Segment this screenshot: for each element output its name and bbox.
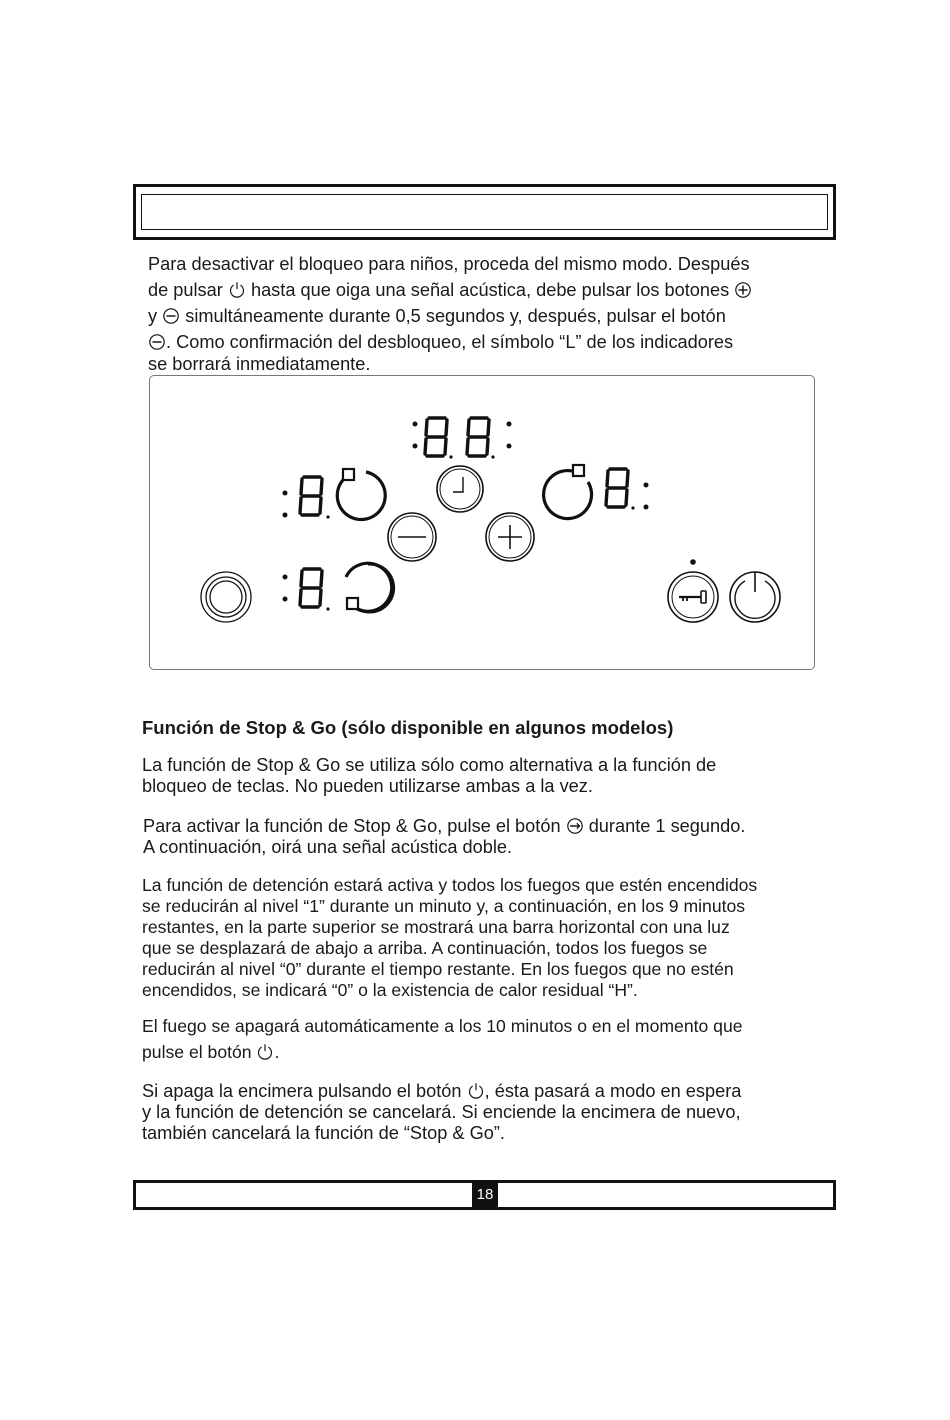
power-icon <box>228 281 246 299</box>
power-icon <box>467 1082 485 1100</box>
stop-go-p3-line-2: se reducirán al nivel “1” durante un minuto y, a continuación, en los 9 minutos <box>142 896 746 916</box>
zone-display-right <box>606 469 649 510</box>
stop-go-p4-line-2b: . <box>274 1042 280 1062</box>
stop-go-p4-line-2 <box>142 1042 852 1063</box>
page-number: 18 <box>472 1182 498 1208</box>
timer-button[interactable] <box>437 466 483 512</box>
stop-go-p3-line-6: encendidos, se indicará “0” o la existencia de calor residual “H”. <box>142 980 638 1000</box>
stop-go-p2-line-1 <box>143 816 843 837</box>
stop-go-p5-line-1a: Si apaga la encimera pulsando el botón <box>142 1081 462 1101</box>
stop-go-p2-line-2: A continuación, oirá una señal acústica doble. <box>143 837 513 857</box>
zone-display-left-bottom <box>283 569 330 611</box>
stop-go-p4-line-2a: pulse el botón <box>142 1042 252 1062</box>
stop-go-p1-line-2: bloqueo de teclas. No pueden utilizarse ambas a la vez. <box>142 776 593 796</box>
unlock-paragraph <box>148 254 838 375</box>
plus-button[interactable] <box>486 513 534 561</box>
unlock-line-2 <box>148 280 838 306</box>
unlock-line-2a: de pulsar <box>148 280 223 300</box>
key-lock-button[interactable] <box>668 559 718 622</box>
stop-go-paragraph-1 <box>142 755 842 797</box>
stop-go-paragraph-5 <box>142 1081 852 1144</box>
zone-display-left-top <box>283 477 330 519</box>
stop-go-p5-line-1b: , ésta pasará a modo en espera <box>484 1081 742 1101</box>
section-header-frame <box>133 184 836 240</box>
timer-display <box>413 418 512 459</box>
stop-go-icon <box>566 817 584 835</box>
stop-go-p3-line-5: reducirán al nivel “0” durante el tiempo restante. En los fuegos que no estén <box>142 959 734 979</box>
minus-button[interactable] <box>388 513 436 561</box>
unlock-line-3b: simultáneamente durante 0,5 segundos y, después, pulsar el botón <box>185 306 726 326</box>
footer-bar <box>133 1180 836 1210</box>
power-button[interactable] <box>730 572 780 622</box>
stop-go-p5-line-3: también cancelará la función de “Stop & Go”. <box>142 1123 505 1143</box>
minus-icon <box>148 333 166 351</box>
unlock-line-2b: hasta que oiga una señal acústica, debe pulsar los botones <box>250 280 730 300</box>
section-header-inner-frame <box>141 194 828 230</box>
plus-icon <box>734 281 752 299</box>
zone-indicator-left-top <box>337 469 385 520</box>
stop-go-p3-line-3: restantes, en la parte superior se mostrará una barra horizontal con una luz <box>142 917 730 937</box>
zone-indicator-right <box>544 465 592 519</box>
stop-go-p1-line-1: La función de Stop & Go se utiliza sólo como alternativa a la función de <box>142 755 717 775</box>
stop-go-p5-line-1 <box>142 1081 852 1102</box>
stop-go-heading: Función de Stop & Go (sólo disponible en algunos modelos) <box>142 717 674 738</box>
stop-go-paragraph-3 <box>142 875 852 1001</box>
stop-go-p5-line-2: y la función de detención se cancelará. Si enciende la encimera de nuevo, <box>142 1102 741 1122</box>
stop-go-p4-line-1: El fuego se apagará automáticamente a los 10 minutos o en el momento que <box>142 1016 743 1036</box>
stop-go-p2-line-1b: durante 1 segundo. <box>588 816 746 836</box>
unlock-line-4 <box>148 332 838 354</box>
zone-indicator-left-bottom <box>346 563 394 612</box>
unlock-line-5: se borrará inmediatamente. <box>148 354 371 374</box>
control-panel-illustration <box>149 375 815 670</box>
stop-go-p3-line-4: que se desplazará de abajo a arriba. A continuación, todos los fuegos se <box>142 938 708 958</box>
unlock-line-3 <box>148 306 838 332</box>
unlock-line-1: Para desactivar el bloqueo para niños, proceda del mismo modo. Después <box>148 254 750 274</box>
minus-icon <box>162 307 180 325</box>
control-panel-drawing <box>150 376 816 671</box>
zone-selector-button[interactable] <box>201 572 251 622</box>
unlock-line-4-text: . Como confirmación del desbloqueo, el símbolo “L” de los indicadores <box>166 332 734 352</box>
unlock-line-3a: y <box>148 306 158 326</box>
stop-go-p2-line-1a: Para activar la función de Stop & Go, pulse el botón <box>143 816 561 836</box>
stop-go-paragraph-4 <box>142 1016 852 1063</box>
key-lock-icon <box>679 591 706 603</box>
power-icon <box>256 1043 274 1061</box>
stop-go-p3-line-1: La función de detención estará activa y todos los fuegos que estén encendidos <box>142 875 758 895</box>
stop-go-paragraph-2 <box>143 816 843 858</box>
